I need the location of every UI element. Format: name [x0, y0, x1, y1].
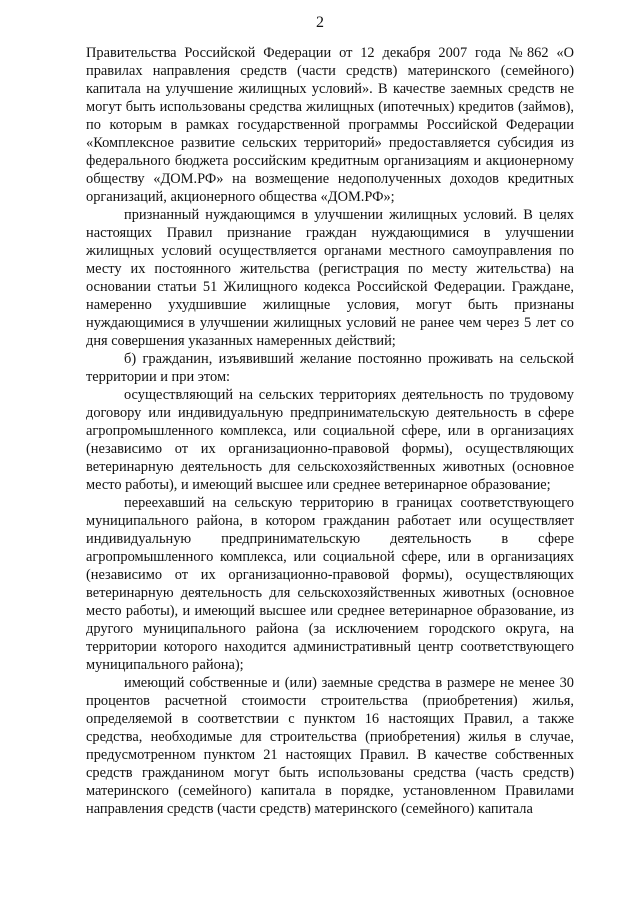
paragraph-relocation-condition: переехавший на сельскую территорию в границах соответствующего муниципального района, в котором гражданин работает или осуществляет индивидуальную предпринимательскую деятельность в сфере агропромышленного комплекса, или социальной сфере, или в организациях (независимо от их организационно-правовой формы), осуществляющих ветеринарную деятельность для сельскохозяйственных животных (основное место работы), и имеющий высшее или среднее ветеринарное образование, из другого муниципального района (за исключением городского округа, на территории которого находится административный центр соответствующего муниципального района);: [86, 495, 574, 673]
document-body: [86, 44, 574, 818]
page-number: 2: [316, 14, 324, 31]
paragraph-funds-condition: имеющий собственные и (или) заемные средства в размере не менее 30 процентов расчетной стоимости строительства (приобретения) жилья, определяемой в соответствии с пунктом 16 настоящих Правил, а также средства, необходимые для строительства (приобретения) жилья в случае, предусмотренном пунктом 21 настоящих Правил. В качестве собственных средств гражданином могут быть использованы средства (часть средств) материнского (семейного) капитала в порядке, установленном Правилами направления средств (части средств) материнского (семейного) капитала: [86, 675, 574, 817]
paragraph-housing-need: признанный нуждающимся в улучшении жилищных условий. В целях настоящих Правил признание граждан нуждающимися в улучшении жилищных условий осуществляется органами местного самоуправления по месту их постоянного жительства (регистрация по месту жительства) на основании статьи 51 Жилищного кодекса Российской Федерации. Граждане, намеренно ухудшившие жилищные условия, могут быть признаны нуждающимися в улучшении жилищных условий не ранее чем через 5 лет со дня совершения указанных намеренных действий;: [86, 207, 574, 349]
paragraph-continuation: Правительства Российской Федерации от 12 декабря 2007 года №862 «О правилах направления средств (части средств) материнского (семейного) капитала на улучшение жилищных условий». В качестве заемных средств не могут быть использованы средства жилищных (ипотечных) кредитов (займов), по которым в рамках государственной программы Российской Федерации «Комплексное развитие сельских территорий» предоставляется субсидия из федерального бюджета российским кредитным организациям и акционерному обществу «ДОМ.РФ» на возмещение недополученных доходов кредитных организаций, акционерного общества «ДОМ.РФ»;: [86, 45, 574, 205]
paragraph-item-b: б) гражданин, изъявивший желание постоянно проживать на сельской территории и при этом:: [86, 351, 574, 385]
paragraph-employment-condition: осуществляющий на сельских территориях деятельность по трудовому договору или индивидуальную предпринимательскую деятельность в сфере агропромышленного комплекса, или социальной сфере, или в организациях (независимо от их организационно-правовой формы), осуществляющих ветеринарную деятельность для сельскохозяйственных животных (основное место работы), и имеющий высшее или среднее ветеринарное образование;: [86, 387, 574, 493]
